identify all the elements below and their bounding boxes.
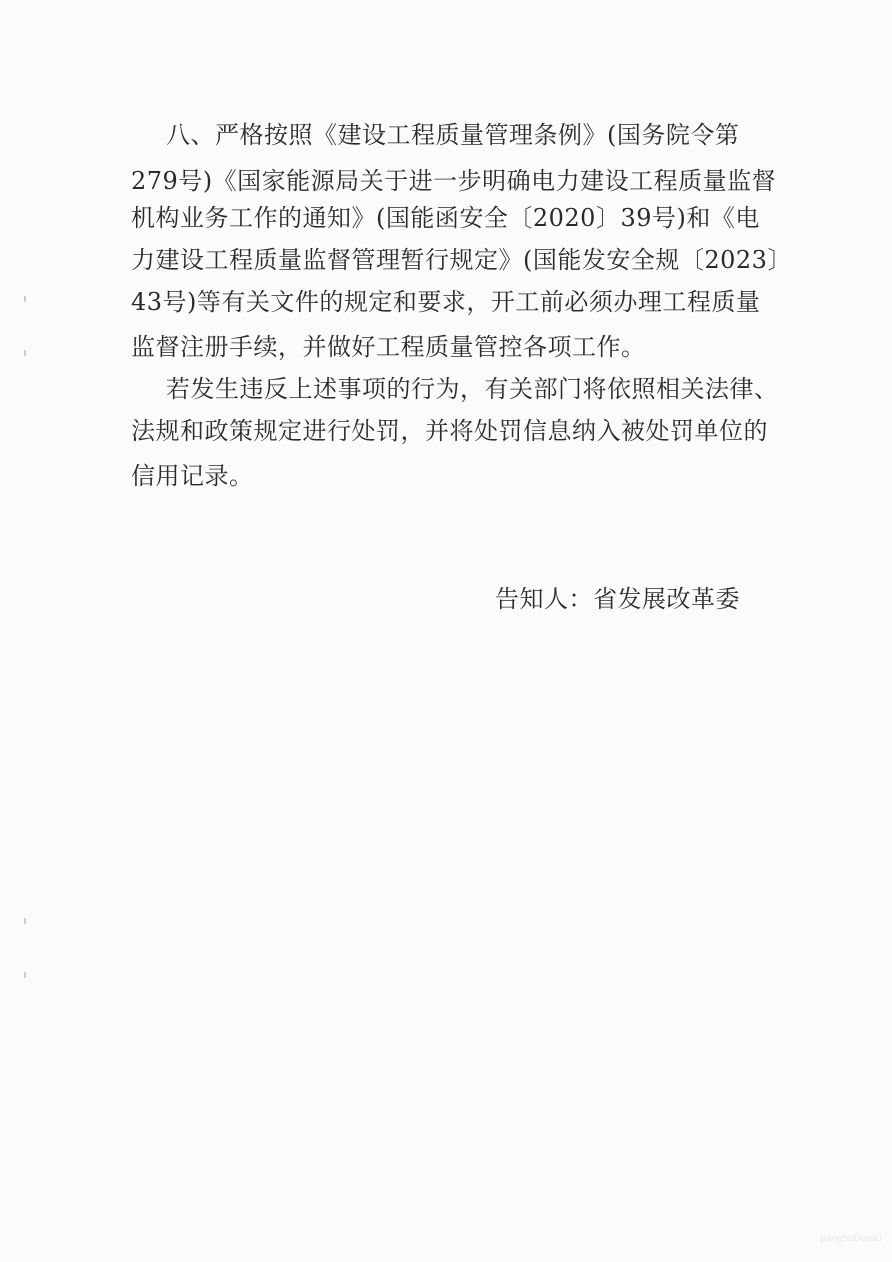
paragraph-8-line-2: 279号)《国家能源局关于进一步明确电力建设工程质量监督: [131, 167, 777, 195]
notice-paragraph-line-3: 信用记录。: [131, 462, 254, 490]
notice-paragraph-line-2: 法规和政策规定进行处罚，并将处罚信息纳入被处罚单位的: [131, 417, 768, 445]
watermark-text: JiangSuDianLi: [820, 1234, 882, 1244]
scan-mark: [24, 918, 26, 924]
signature-line: 告知人：省发展改革委: [495, 585, 740, 613]
paragraph-8-line-1: 八、严格按照《建设工程质量管理条例》(国务院令第: [166, 121, 740, 149]
notice-paragraph-line-1: 若发生违反上述事项的行为，有关部门将依照相关法律、: [166, 375, 779, 403]
scan-mark: [24, 296, 26, 302]
paragraph-8-line-5: 43号)等有关文件的规定和要求，开工前必须办理工程质量: [131, 288, 761, 316]
paragraph-8-line-4: 力建设工程质量监督管理暂行规定》(国能发安全规〔2023〕: [131, 246, 792, 274]
scan-mark: [24, 350, 26, 356]
scan-mark: [24, 972, 26, 978]
paragraph-8-line-6: 监督注册手续，并做好工程质量管控各项工作。: [131, 333, 646, 361]
paragraph-8-line-3: 机构业务工作的通知》(国能函安全〔2020〕39号)和《电: [131, 204, 760, 232]
